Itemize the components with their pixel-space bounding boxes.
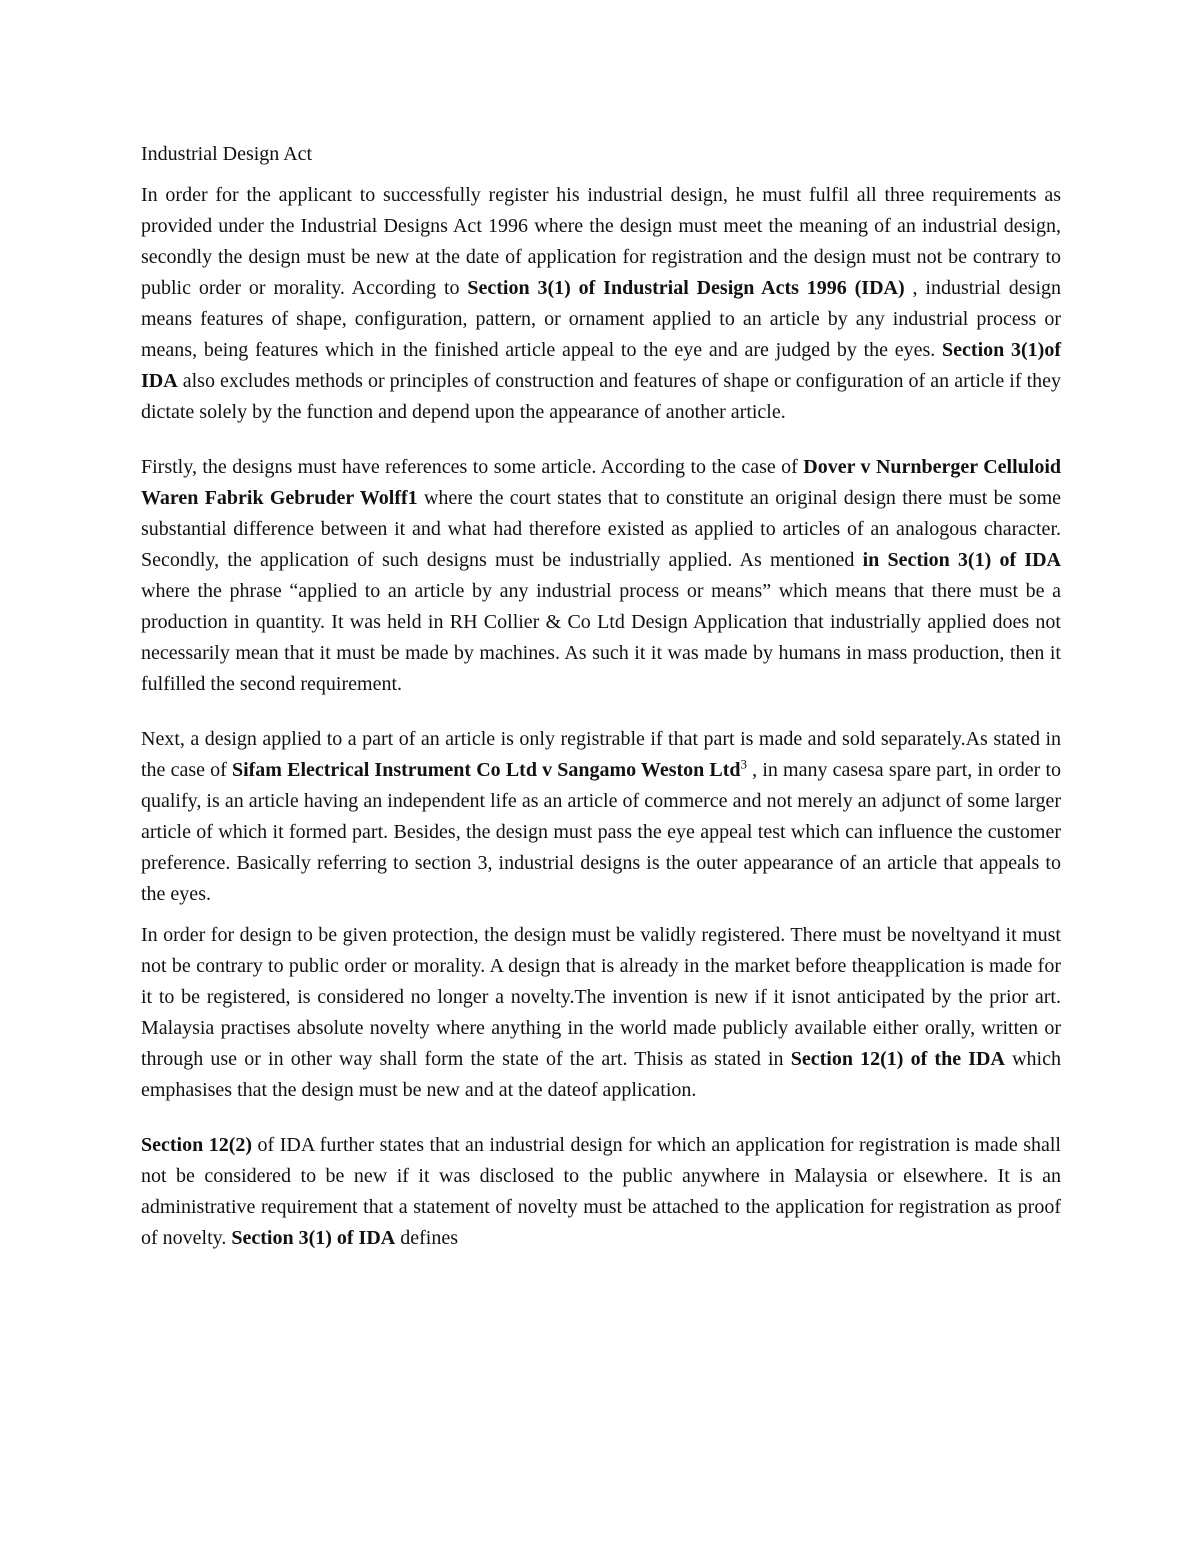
paragraph-3-text-2: , in many casesa spare part, in order to qualify, is an article having an independent life as an article of commerce and not merely an adjunct of some larger article of which it formed part. Besides, the design must pass the eye appeal test which can influence the customer preference. Basically referring to section 3, industrial designs is the outer appearance of an article that appeals to the eyes. bbox=[141, 759, 1061, 905]
document-page bbox=[141, 139, 1061, 1254]
paragraph-5-text-1: of IDA further states that an industrial design for which an application for registration is made shall not be considered to be new if it was disclosed to the public anywhere in Malaysia or elsewhere. It is an administrative requirement that a statement of novelty must be attached to the application for registration as proof of novelty. bbox=[141, 1134, 1061, 1249]
paragraph-3-text-1: Next, a design applied to a part of an article is only registrable if that part is made and sold separately.As stated in the case of bbox=[141, 728, 1061, 781]
paragraph-1-bold-2: Section 3(1)of IDA bbox=[141, 339, 1061, 392]
paragraph-1-bold-1: Section 3(1) of Industrial Design Acts 1996 (IDA) bbox=[467, 277, 905, 299]
paragraph-2-bold-1: Dover v Nurnberger Celluloid Waren Fabrik Gebruder Wolff1 bbox=[141, 456, 1061, 509]
document-title: Industrial Design Act bbox=[141, 143, 313, 165]
paragraph-2-text-2: where the court states that to constitute an original design there must be some substantial difference between it and what had therefore existed as applied to articles of an analogous character. Secondly, the application of such designs must be industrially applied. As mentioned bbox=[141, 487, 1062, 571]
paragraph-2-text-1: Firstly, the designs must have references to some article. According to the case of bbox=[141, 456, 804, 478]
paragraph-2-bold-2: in Section 3(1) of IDA bbox=[862, 549, 1061, 571]
paragraph-2-text-3: where the phrase “applied to an article by any industrial process or means” which means that there must be a production in quantity. It was held in RH Collier & Co Ltd Design Application that industrially applied does not necessarily mean that it must be made by machines. As such it it was made by humans in mass production, then it fulfilled the second requirement. bbox=[141, 580, 1061, 695]
paragraph-1-text-1: In order for the applicant to successfully register his industrial design, he must fulfil all three requirements as provided under the Industrial Designs Act 1996 where the design must meet the meaning of an industrial design, secondly the design must be new at the date of application for registration and the design must not be contrary to public order or morality. According to bbox=[141, 184, 1061, 299]
paragraph-1-text-2: , industrial design means features of shape, configuration, pattern, or ornament applied to an article by any industrial process or means, being features which in the finished article appeal to the eye and are judged by the eyes. bbox=[141, 277, 1062, 361]
paragraph-4-text-2: which emphasises that the design must be new and at the dateof application. bbox=[141, 1048, 1061, 1101]
paragraph-5-bold-1: Section 12(2) bbox=[141, 1134, 253, 1156]
paragraph-1-text-3: also excludes methods or principles of construction and features of shape or configuration of an article if they dictate solely by the function and depend upon the appearance of another article. bbox=[141, 370, 1061, 423]
paragraph-5-bold-2: Section 3(1) of IDA bbox=[231, 1227, 396, 1249]
paragraph-5-text-2: defines bbox=[395, 1227, 458, 1249]
paragraph-5 bbox=[141, 1130, 1061, 1254]
paragraph-2 bbox=[141, 452, 1061, 700]
footnote-marker: 3 bbox=[740, 756, 748, 772]
paragraph-1 bbox=[141, 180, 1061, 428]
paragraph-4 bbox=[141, 920, 1061, 1106]
paragraph-3 bbox=[141, 724, 1061, 910]
paragraph-4-text-1: In order for design to be given protection, the design must be validly registered. There must be noveltyand it must not be contrary to public order or morality. A design that is already in the market before theapplication is made for it to be registered, is considered no longer a novelty.The invention is new if it isnot anticipated by the prior art. Malaysia practises absolute novelty where anything in the world made publicly available either orally, written or through use or in other way shall form the state of the art. Thisis as stated in bbox=[141, 924, 1061, 1070]
paragraph-4-bold-1: Section 12(1) of the IDA bbox=[790, 1048, 1005, 1070]
paragraph-3-bold-1: Sifam Electrical Instrument Co Ltd v Sangamo Weston Ltd bbox=[231, 759, 741, 781]
